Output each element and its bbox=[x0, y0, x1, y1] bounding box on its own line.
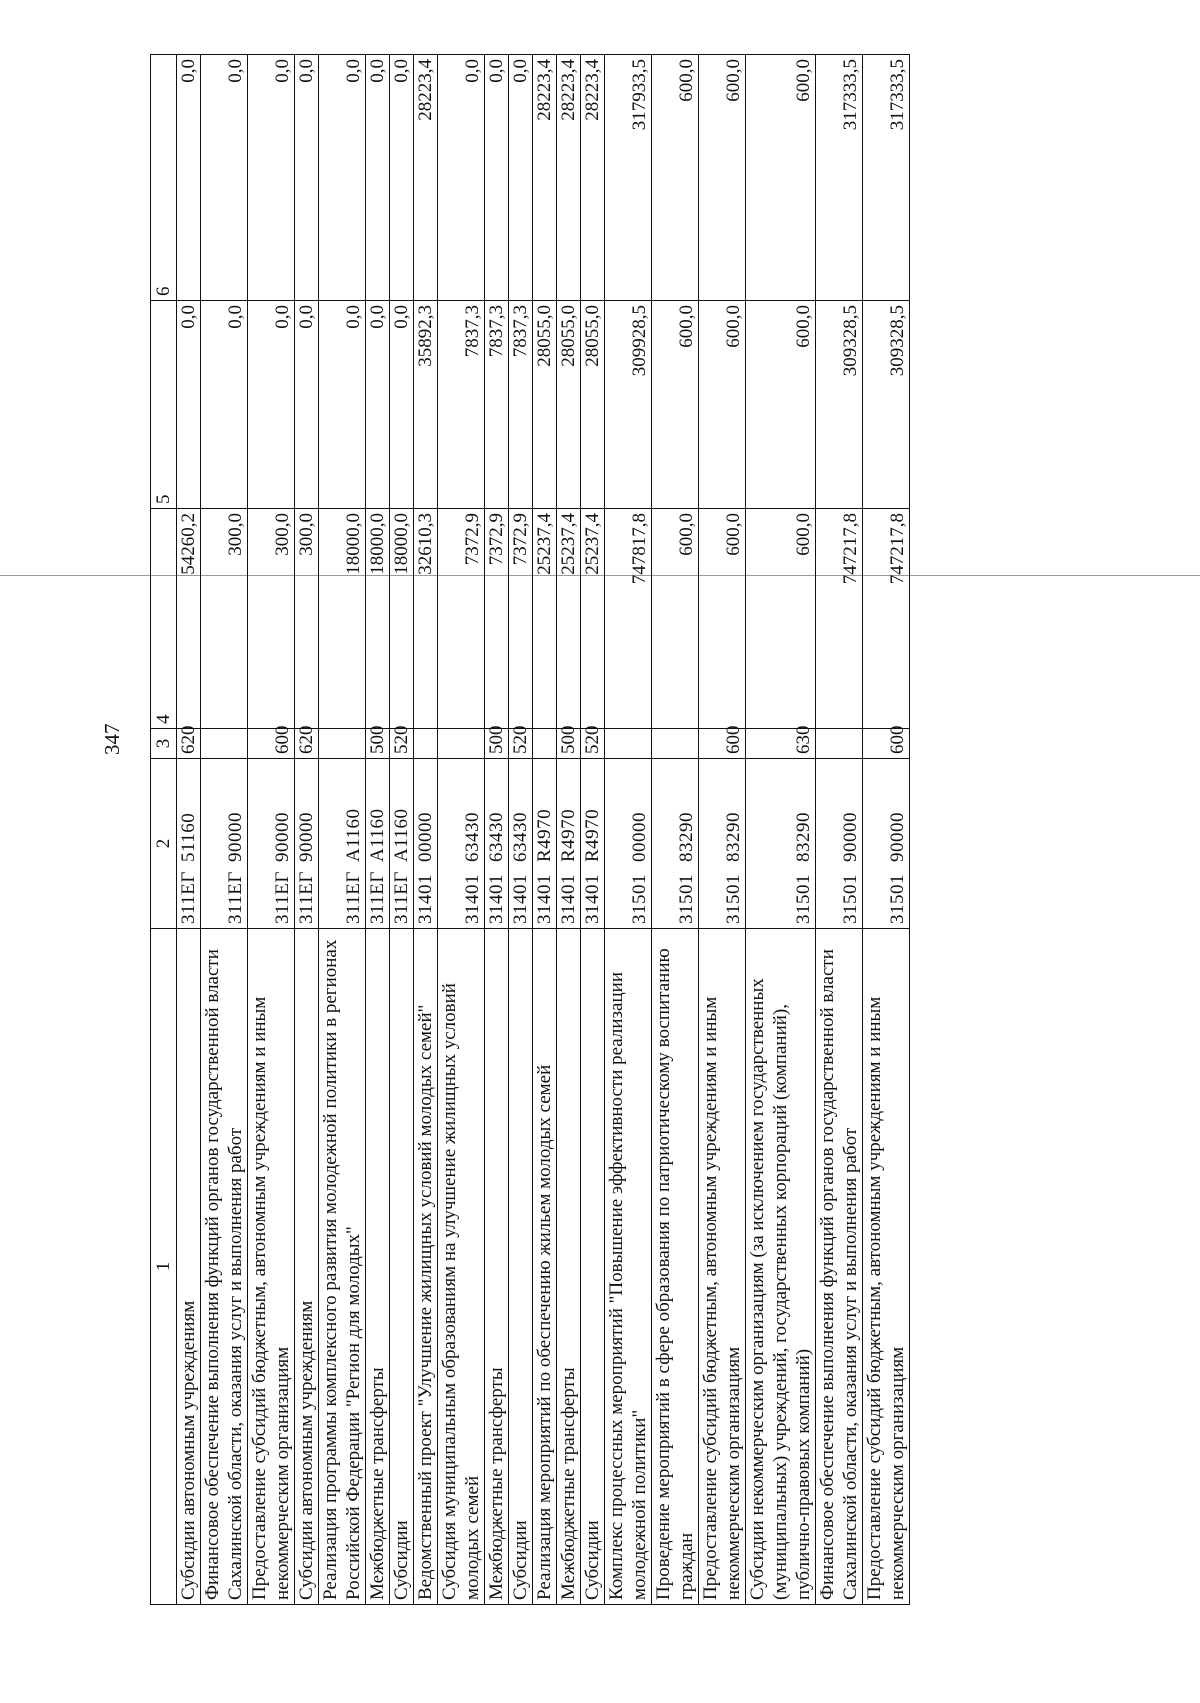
row-amount-v4: 600,0 bbox=[652, 509, 699, 729]
code-direction: А1160 bbox=[391, 808, 412, 862]
code-direction: 90000 bbox=[840, 812, 861, 862]
code-direction: R4970 bbox=[534, 808, 555, 862]
code-program: 31501 bbox=[887, 874, 908, 924]
row-amount-v6: 0,0 bbox=[201, 55, 248, 301]
code-direction: R4970 bbox=[558, 808, 579, 862]
table-row bbox=[438, 55, 485, 1605]
row-amount-v6: 600,0 bbox=[746, 55, 816, 301]
row-amount-v5: 0,0 bbox=[248, 301, 295, 509]
row-code bbox=[816, 759, 863, 929]
row-amount-v5: 35892,3 bbox=[414, 301, 438, 509]
code-program: 311ЕГ bbox=[225, 871, 246, 924]
code-direction: 63430 bbox=[510, 812, 531, 862]
code-direction: 00000 bbox=[629, 812, 650, 862]
row-amount-v5: 28055,0 bbox=[557, 301, 581, 509]
row-amount-v6: 0,0 bbox=[485, 55, 509, 301]
code-program: 31401 bbox=[462, 874, 483, 924]
row-amount-v6: 317333,5 bbox=[863, 55, 910, 301]
row-amount-v4: 747217,8 bbox=[816, 509, 863, 729]
table-row bbox=[863, 55, 910, 1605]
row-amount-v4: 25237,4 bbox=[581, 509, 605, 729]
row-amount-v4: 600,0 bbox=[746, 509, 816, 729]
code-direction: 90000 bbox=[296, 812, 317, 862]
code-program: 31401 bbox=[510, 874, 531, 924]
row-code bbox=[248, 759, 295, 929]
row-amount-v6: 0,0 bbox=[390, 55, 414, 301]
table-row bbox=[390, 55, 414, 1605]
row-code bbox=[533, 759, 557, 929]
row-code bbox=[746, 759, 816, 929]
row-amount-v6: 0,0 bbox=[509, 55, 533, 301]
row-amount-v5: 0,0 bbox=[177, 301, 201, 509]
row-amount-v4: 32610,3 bbox=[414, 509, 438, 729]
row-expense-type bbox=[652, 729, 699, 759]
code-program: 31401 bbox=[486, 874, 507, 924]
row-expense-type bbox=[319, 729, 366, 759]
row-amount-v6: 28223,4 bbox=[557, 55, 581, 301]
row-amount-v6: 0,0 bbox=[366, 55, 390, 301]
row-code bbox=[699, 759, 746, 929]
row-expense-type bbox=[605, 729, 652, 759]
row-code bbox=[438, 759, 485, 929]
row-expense-type: 600 bbox=[699, 729, 746, 759]
table-row bbox=[816, 55, 863, 1605]
table-row bbox=[605, 55, 652, 1605]
table-row bbox=[366, 55, 390, 1605]
row-amount-v5: 600,0 bbox=[746, 301, 816, 509]
column-header: 3 bbox=[151, 729, 177, 759]
row-amount-v4: 747817,8 bbox=[605, 509, 652, 729]
code-program: 311ЕГ bbox=[343, 871, 364, 924]
row-name: Реализация мероприятий по обеспечению жильем молодых семей bbox=[533, 929, 557, 1605]
row-name: Финансовое обеспечение выполнения функций органов государственной власти Сахалинской области, оказания услуг и выполнения работ bbox=[816, 929, 863, 1605]
row-amount-v4: 7372,9 bbox=[485, 509, 509, 729]
code-direction: 63430 bbox=[462, 812, 483, 862]
row-name: Предоставление субсидий бюджетным, автономным учреждениям и иным некоммерческим организациям bbox=[248, 929, 295, 1605]
table-row bbox=[319, 55, 366, 1605]
row-name: Финансовое обеспечение выполнения функций органов государственной власти Сахалинской области, оказания услуг и выполнения работ bbox=[201, 929, 248, 1605]
code-program: 31401 bbox=[534, 874, 555, 924]
code-direction: 00000 bbox=[415, 812, 436, 862]
row-amount-v4: 54260,2 bbox=[177, 509, 201, 729]
row-expense-type: 520 bbox=[581, 729, 605, 759]
row-amount-v6: 28223,4 bbox=[414, 55, 438, 301]
row-amount-v4: 25237,4 bbox=[557, 509, 581, 729]
code-program: 311ЕГ bbox=[272, 871, 293, 924]
row-amount-v6: 317333,5 bbox=[816, 55, 863, 301]
row-expense-type bbox=[438, 729, 485, 759]
row-expense-type: 630 bbox=[746, 729, 816, 759]
code-direction: 83290 bbox=[793, 812, 814, 862]
row-code bbox=[390, 759, 414, 929]
code-direction: 90000 bbox=[887, 812, 908, 862]
row-amount-v5: 0,0 bbox=[366, 301, 390, 509]
row-amount-v4: 7372,9 bbox=[438, 509, 485, 729]
table-row bbox=[746, 55, 816, 1605]
row-amount-v4: 25237,4 bbox=[533, 509, 557, 729]
row-amount-v5: 0,0 bbox=[390, 301, 414, 509]
code-program: 31401 bbox=[558, 874, 579, 924]
table-row bbox=[485, 55, 509, 1605]
row-name: Субсидия муниципальным образованиям на улучшение жилищных условий молодых семей bbox=[438, 929, 485, 1605]
row-code bbox=[509, 759, 533, 929]
table-body bbox=[177, 55, 910, 1605]
rotated-page bbox=[100, 55, 1060, 1605]
row-code bbox=[863, 759, 910, 929]
code-direction: 90000 bbox=[272, 812, 293, 862]
row-amount-v4: 747217,8 bbox=[863, 509, 910, 729]
row-amount-v4: 300,0 bbox=[295, 509, 319, 729]
row-code bbox=[319, 759, 366, 929]
row-name: Межбюджетные трансферты bbox=[557, 929, 581, 1605]
table-row bbox=[295, 55, 319, 1605]
row-code bbox=[201, 759, 248, 929]
row-expense-type: 520 bbox=[390, 729, 414, 759]
row-code bbox=[557, 759, 581, 929]
row-amount-v6: 317933,5 bbox=[605, 55, 652, 301]
column-header: 5 bbox=[151, 301, 177, 509]
row-name: Комплекс процессных мероприятий "Повышение эффективности реализации молодежной политики" bbox=[605, 929, 652, 1605]
row-expense-type bbox=[533, 729, 557, 759]
row-code bbox=[581, 759, 605, 929]
row-amount-v5: 7837,3 bbox=[485, 301, 509, 509]
row-amount-v6: 0,0 bbox=[319, 55, 366, 301]
row-expense-type: 600 bbox=[863, 729, 910, 759]
code-program: 31501 bbox=[793, 874, 814, 924]
row-expense-type: 500 bbox=[485, 729, 509, 759]
page-number: 347 bbox=[100, 723, 124, 755]
table-row bbox=[652, 55, 699, 1605]
code-program: 31501 bbox=[723, 874, 744, 924]
code-direction: 51160 bbox=[178, 812, 199, 862]
row-amount-v5: 28055,0 bbox=[533, 301, 557, 509]
row-amount-v5: 0,0 bbox=[295, 301, 319, 509]
row-name: Субсидии bbox=[390, 929, 414, 1605]
row-amount-v4: 18000,0 bbox=[390, 509, 414, 729]
row-amount-v4: 300,0 bbox=[248, 509, 295, 729]
row-expense-type bbox=[816, 729, 863, 759]
row-amount-v5: 0,0 bbox=[319, 301, 366, 509]
code-direction: 63430 bbox=[486, 812, 507, 862]
code-direction: А1160 bbox=[343, 808, 364, 862]
budget-table bbox=[150, 54, 910, 1605]
code-program: 311ЕГ bbox=[391, 871, 412, 924]
row-name: Реализация программы комплексного развития молодежной политики в регионах Российской Федерации "Регион для молодых" bbox=[319, 929, 366, 1605]
row-amount-v6: 600,0 bbox=[652, 55, 699, 301]
row-expense-type: 620 bbox=[295, 729, 319, 759]
row-amount-v5: 0,0 bbox=[201, 301, 248, 509]
column-header: 2 bbox=[151, 759, 177, 929]
row-code bbox=[652, 759, 699, 929]
code-program: 31401 bbox=[415, 874, 436, 924]
row-amount-v5: 600,0 bbox=[652, 301, 699, 509]
code-program: 311ЕГ bbox=[296, 871, 317, 924]
row-name: Предоставление субсидий бюджетным, автономным учреждениям и иным некоммерческим организациям bbox=[699, 929, 746, 1605]
row-expense-type: 520 bbox=[509, 729, 533, 759]
row-code bbox=[366, 759, 390, 929]
row-expense-type: 500 bbox=[557, 729, 581, 759]
row-name: Субсидии bbox=[509, 929, 533, 1605]
code-direction: 83290 bbox=[676, 812, 697, 862]
row-amount-v5: 7837,3 bbox=[438, 301, 485, 509]
row-amount-v4: 18000,0 bbox=[366, 509, 390, 729]
code-program: 311ЕГ bbox=[367, 871, 388, 924]
row-code bbox=[485, 759, 509, 929]
column-header: 6 bbox=[151, 55, 177, 301]
table-header-row bbox=[151, 55, 177, 1605]
row-expense-type: 600 bbox=[248, 729, 295, 759]
row-amount-v6: 28223,4 bbox=[533, 55, 557, 301]
table-row bbox=[533, 55, 557, 1605]
row-name: Субсидии bbox=[581, 929, 605, 1605]
code-program: 31501 bbox=[676, 874, 697, 924]
code-program: 31501 bbox=[629, 874, 650, 924]
code-direction: R4970 bbox=[582, 808, 603, 862]
row-expense-type bbox=[414, 729, 438, 759]
row-expense-type bbox=[201, 729, 248, 759]
row-amount-v6: 0,0 bbox=[248, 55, 295, 301]
row-amount-v4: 600,0 bbox=[699, 509, 746, 729]
row-code bbox=[177, 759, 201, 929]
table-row bbox=[699, 55, 746, 1605]
row-amount-v6: 0,0 bbox=[438, 55, 485, 301]
row-name: Ведомственный проект "Улучшение жилищных условий молодых семей" bbox=[414, 929, 438, 1605]
row-amount-v5: 28055,0 bbox=[581, 301, 605, 509]
code-direction: 90000 bbox=[225, 812, 246, 862]
table-row bbox=[201, 55, 248, 1605]
row-amount-v4: 18000,0 bbox=[319, 509, 366, 729]
code-program: 31401 bbox=[582, 874, 603, 924]
code-program: 31501 bbox=[840, 874, 861, 924]
row-amount-v5: 309328,5 bbox=[816, 301, 863, 509]
row-name: Проведение мероприятий в сфере образования по патриотическому воспитанию граждан bbox=[652, 929, 699, 1605]
row-name: Субсидии автономным учреждениям bbox=[295, 929, 319, 1605]
row-amount-v4: 7372,9 bbox=[509, 509, 533, 729]
row-amount-v5: 309328,5 bbox=[863, 301, 910, 509]
row-amount-v6: 0,0 bbox=[177, 55, 201, 301]
row-expense-type: 500 bbox=[366, 729, 390, 759]
row-code bbox=[295, 759, 319, 929]
row-amount-v6: 600,0 bbox=[699, 55, 746, 301]
row-amount-v4: 300,0 bbox=[201, 509, 248, 729]
table-row bbox=[509, 55, 533, 1605]
column-header: 4 bbox=[151, 509, 177, 729]
row-name: Предоставление субсидий бюджетным, автономным учреждениям и иным некоммерческим организациям bbox=[863, 929, 910, 1605]
code-direction: А1160 bbox=[367, 808, 388, 862]
column-header: 1 bbox=[151, 929, 177, 1605]
row-code bbox=[414, 759, 438, 929]
table-row bbox=[557, 55, 581, 1605]
row-name: Субсидии некоммерческим организациям (за исключением государственных (муниципальных) учреждений, государственных корпораций (компаний), публично-правовых компаний) bbox=[746, 929, 816, 1605]
row-amount-v5: 600,0 bbox=[699, 301, 746, 509]
table-row bbox=[248, 55, 295, 1605]
table-row bbox=[177, 55, 201, 1605]
row-amount-v6: 0,0 bbox=[295, 55, 319, 301]
table-row bbox=[414, 55, 438, 1605]
row-name: Межбюджетные трансферты bbox=[485, 929, 509, 1605]
code-direction: 83290 bbox=[723, 812, 744, 862]
row-expense-type: 620 bbox=[177, 729, 201, 759]
row-name: Межбюджетные трансферты bbox=[366, 929, 390, 1605]
row-amount-v5: 309928,5 bbox=[605, 301, 652, 509]
code-program: 311ЕГ bbox=[178, 871, 199, 924]
row-amount-v6: 28223,4 bbox=[581, 55, 605, 301]
row-name: Субсидии автономным учреждениям bbox=[177, 929, 201, 1605]
row-amount-v5: 7837,3 bbox=[509, 301, 533, 509]
row-code bbox=[605, 759, 652, 929]
table-row bbox=[581, 55, 605, 1605]
